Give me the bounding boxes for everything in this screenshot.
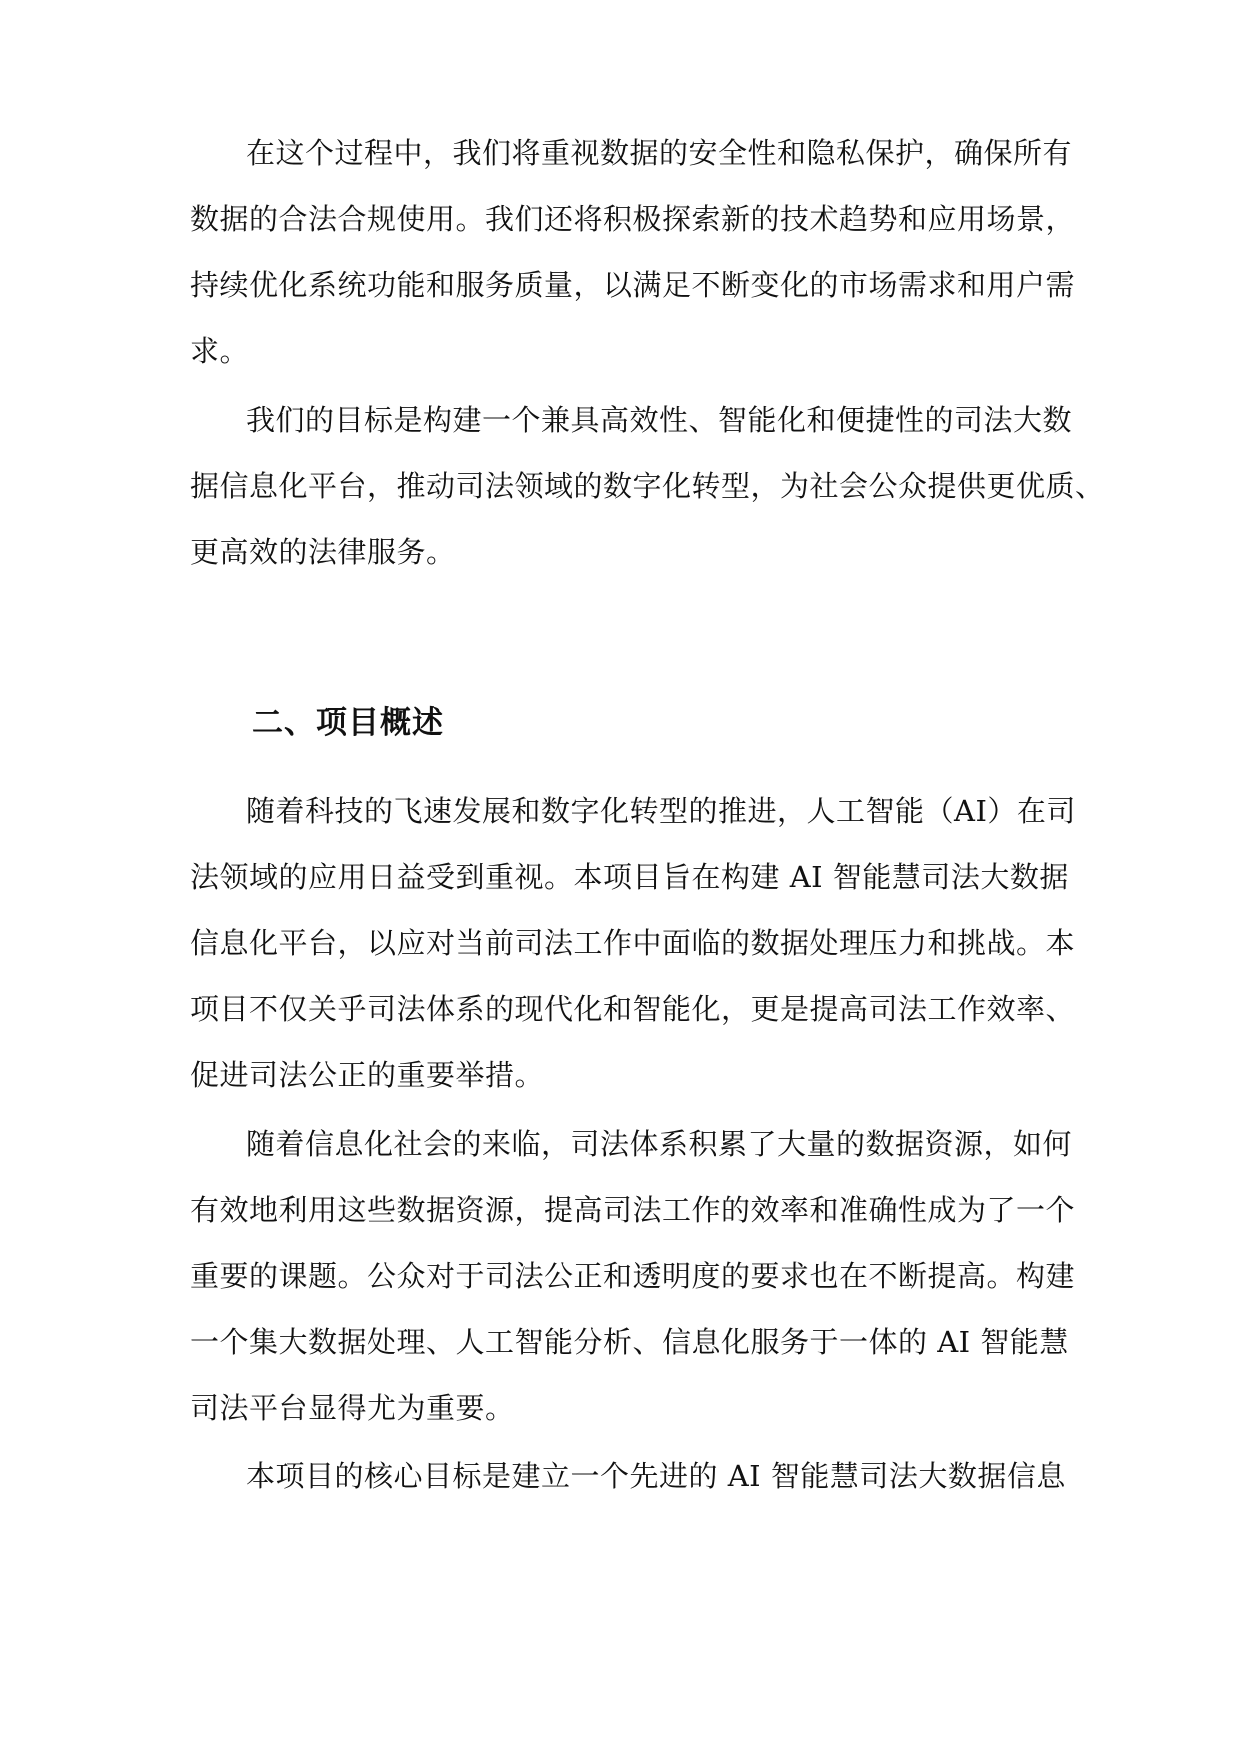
section-heading: [190, 703, 1070, 751]
paragraph-line: 本项目的核心目标是建立一个先进的 AI 智能慧司法大数据信息: [246, 1459, 1066, 1493]
paragraph-line: 持续优化系统功能和服务质量，以满足不断变化的市场需求和用户需: [190, 268, 1076, 302]
paragraph-line: 重要的课题。公众对于司法公正和透明度的要求也在不断提高。构建: [190, 1259, 1076, 1293]
paragraph-line: 随着信息化社会的来临，司法体系积累了大量的数据资源，如何: [246, 1127, 1073, 1161]
paragraph-line: 在这个过程中，我们将重视数据的安全性和隐私保护，确保所有: [246, 136, 1073, 170]
paragraph-line: 一个集大数据处理、人工智能分析、信息化服务于一体的 AI 智能慧: [190, 1325, 1069, 1359]
paragraph: [190, 402, 1105, 602]
paragraph-line: 促进司法公正的重要举措。: [190, 1058, 545, 1092]
paragraph-line: 据信息化平台，推动司法领域的数字化转型，为社会公众提供更优质、: [190, 469, 1105, 503]
paragraph-line: 项目不仅关乎司法体系的现代化和智能化，更是提高司法工作效率、: [190, 992, 1076, 1026]
paragraph: [190, 793, 1076, 1123]
paragraph: [190, 135, 1076, 395]
paragraph-line: 信息化平台，以应对当前司法工作中面临的数据处理压力和挑战。本: [190, 926, 1076, 960]
paragraph-line: 数据的合法合规使用。我们还将积极探索新的技术趋势和应用场景，: [190, 202, 1076, 236]
paragraph: [190, 1126, 1076, 1456]
paragraph-line: 司法平台显得尤为重要。: [190, 1391, 515, 1425]
paragraph-line: 有效地利用这些数据资源，提高司法工作的效率和准确性成为了一个: [190, 1193, 1076, 1227]
section-heading-text: 二、项目概述: [252, 705, 444, 741]
paragraph-line: 更高效的法律服务。: [190, 535, 456, 569]
paragraph-line: 法领域的应用日益受到重视。本项目旨在构建 AI 智能慧司法大数据: [190, 860, 1069, 894]
paragraph-line: 随着科技的飞速发展和数字化转型的推进，人工智能（AI）在司: [246, 794, 1076, 828]
paragraph: [190, 1458, 1070, 1498]
paragraph-line: 我们的目标是构建一个兼具高效性、智能化和便捷性的司法大数: [246, 403, 1073, 437]
paragraph-line: 求。: [190, 334, 250, 368]
